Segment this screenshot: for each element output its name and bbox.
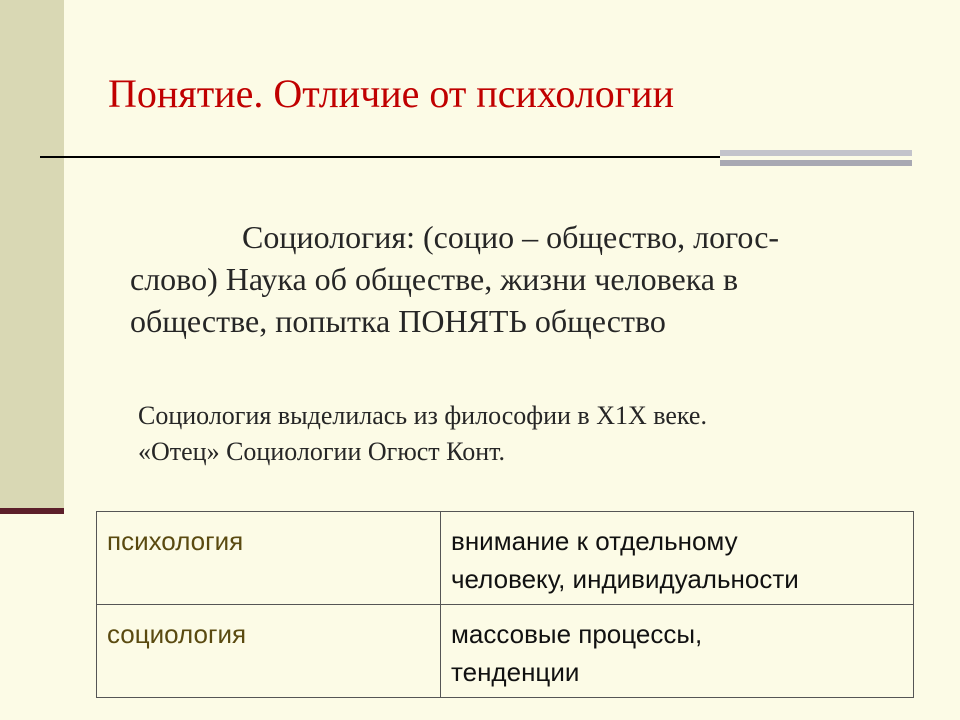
definition-line: слово) Наука об обществе, жизни человека в (130, 261, 739, 297)
table-row (97, 512, 914, 605)
sidebar-edge-line (0, 508, 64, 514)
definition-paragraph (130, 216, 890, 342)
table-row (97, 605, 914, 698)
history-paragraph (138, 398, 858, 470)
description-line: внимание к отдельному (451, 526, 738, 556)
title-underline (40, 156, 720, 158)
description-line: человеку, индивидуальности (451, 564, 799, 594)
table-cell-term: социология (97, 605, 441, 698)
history-line: Социология выделилась из философии в Х1Х веке. (138, 401, 707, 430)
description-line: массовые процессы, (451, 619, 703, 649)
history-line: «Отец» Социологии Огюст Конт. (138, 437, 506, 466)
slide-title: Понятие. Отличие от психологии (108, 71, 674, 116)
definition-line: обществе, попытка ПОНЯТЬ общество (130, 303, 666, 339)
table-cell-description (441, 512, 914, 605)
title-accent-bar (720, 150, 912, 166)
description-line: тенденции (451, 657, 580, 687)
comparison-table (96, 511, 914, 698)
definition-line: Социология: (социо – общество, логос- (130, 219, 780, 255)
sidebar-decoration (0, 0, 64, 512)
table-cell-description (441, 605, 914, 698)
table-cell-term: психология (97, 512, 441, 605)
